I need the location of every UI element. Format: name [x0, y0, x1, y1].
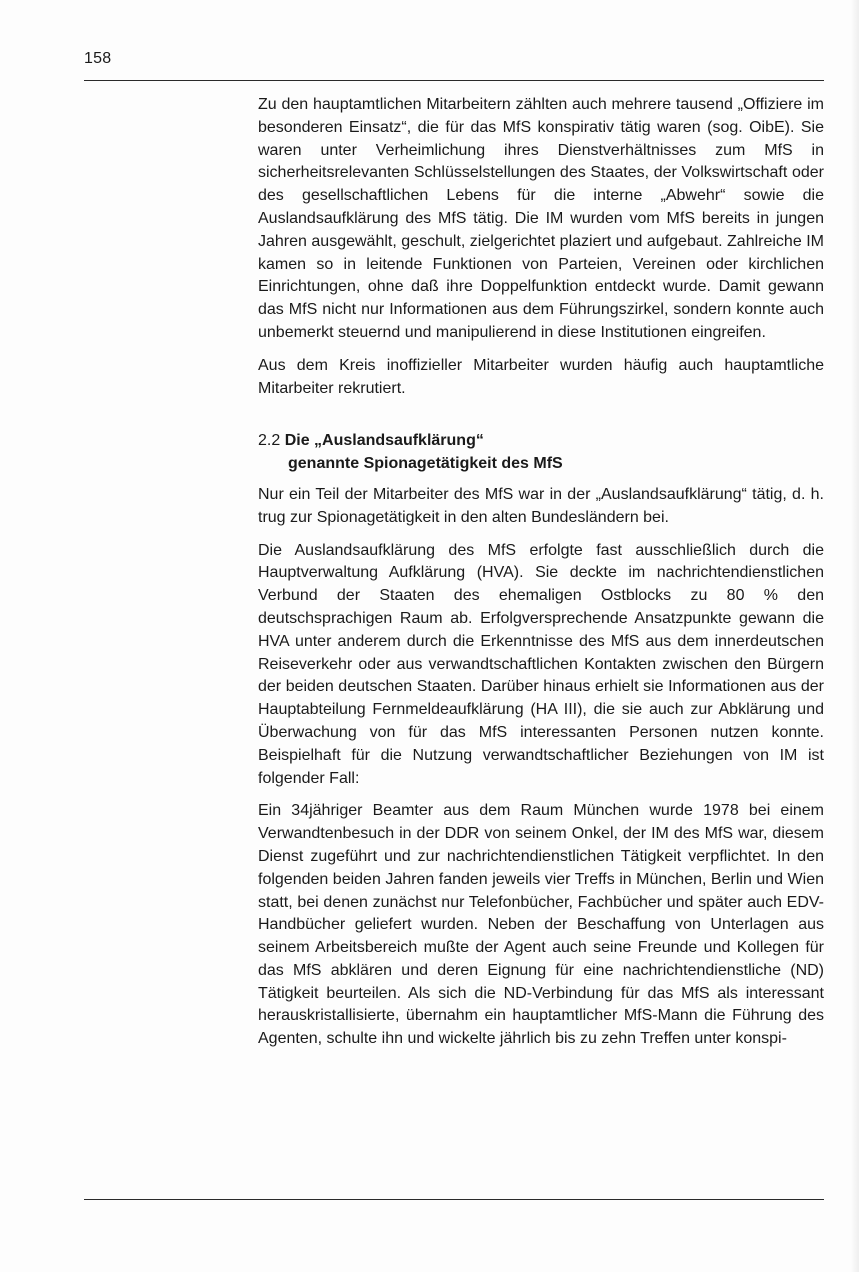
paragraph: Aus dem Kreis inoffizieller Mitarbeiter wurden häufig auch hauptamtliche Mitarbeiter rekrutiert. — [258, 356, 824, 397]
footer-rule — [84, 1199, 824, 1200]
section-title-line2: genannte Spionagetätigkeit des MfS — [288, 455, 563, 473]
section-heading — [258, 430, 824, 476]
paragraph: Zu den hauptamtlichen Mitarbeitern zählten auch mehrere tausend „Offiziere im besonderen Einsatz“, die für das MfS konspirativ tätig waren (sog. OibE). Sie waren unter Verheimlichung ihres Dienstverhältnisses zum MfS in sicherheitsrelevanten Schlüsselstellungen des Staates, der Volkswirtschaft oder des gesellschaftlichen Lebens für die interne „Abwehr“ sowie die Auslandsaufklärung des MfS tätig. Die IM wurden vom MfS bereits in jungen Jahren ausgewählt, geschult, zielgerichtet plaziert und aufgebaut. Zahlreiche IM kamen so in leitende Funktionen von Parteien, Vereinen oder kirchlichen Einrichtungen, ohne daß ihre Doppelfunktion entdeckt wurde. Damit gewann das MfS nicht nur Informationen aus dem Führungszirkel, sondern konnte auch unbemerkt steuernd und manipulierend in diese Institutionen eingreifen. — [258, 96, 824, 341]
body-text — [258, 94, 824, 1051]
paragraph: Die Auslandsaufklärung des MfS erfolgte fast ausschließlich durch die Hauptverwaltung Aufklärung (HVA). Sie deckte im nachrichtendienstlichen Verbund der Staaten des ehemaligen Ostblocks zu 80 % den deutschsprachigen Raum ab. Erfolgversprechende Ansatzpunkte gewann die HVA unter anderem durch die Erkenntnisse des MfS aus dem innerdeutschen Reiseverkehr oder aus verwandtschaftlichen Kontakten zwischen den Bürgern der beiden deutschen Staaten. Darüber hinaus erhielt sie Informationen aus der Hauptabteilung Fernmeldeaufklärung (HA III), die sie auch zur Abklärung und Überwachung von für das MfS interessanten Personen nutzen konnte. Beispielhaft für die Nutzung verwandtschaftlicher Beziehungen von IM ist folgender Fall: — [258, 541, 824, 787]
page-number: 158 — [84, 50, 112, 67]
paragraph: Nur ein Teil der Mitarbeiter des MfS war in der „Auslandsaufklärung“ tätig, d. h. trug zur Spionagetätigkeit in den alten Bundesländern bei. — [258, 485, 824, 526]
page-edge-shadow — [851, 0, 859, 1272]
section-title-line1: Die „Auslandsaufklärung“ — [284, 432, 484, 450]
header-rule — [84, 80, 824, 81]
section-number: 2.2 — [258, 432, 285, 450]
paragraph: Ein 34jähriger Beamter aus dem Raum München wurde 1978 bei einem Verwandtenbesuch in der DDR von seinem Onkel, der IM des MfS war, diesem Dienst zugeführt und zur nachrichtendienstlichen Tätigkeit verpflichtet. In den folgenden beiden Jahren fanden jeweils vier Treffs in München, Berlin und Wien statt, bei denen zunächst nur Telefonbücher, Fachbücher und später auch EDV-Handbücher geliefert wurden. Neben der Beschaffung von Unterlagen aus seinem Arbeitsbereich mußte der Agent auch seine Freunde und Kollegen für das MfS abklären und deren Eignung für eine nachrichtendienstliche (ND) Tätigkeit beurteilen. Als sich die ND-Verbindung für das MfS als interessant herauskristallisierte, übernahm ein hauptamtlicher MfS-Mann die Führung des Agenten, schulte ihn und wickelte jährlich bis zu zehn Treffen unter konspi- — [258, 802, 824, 1048]
